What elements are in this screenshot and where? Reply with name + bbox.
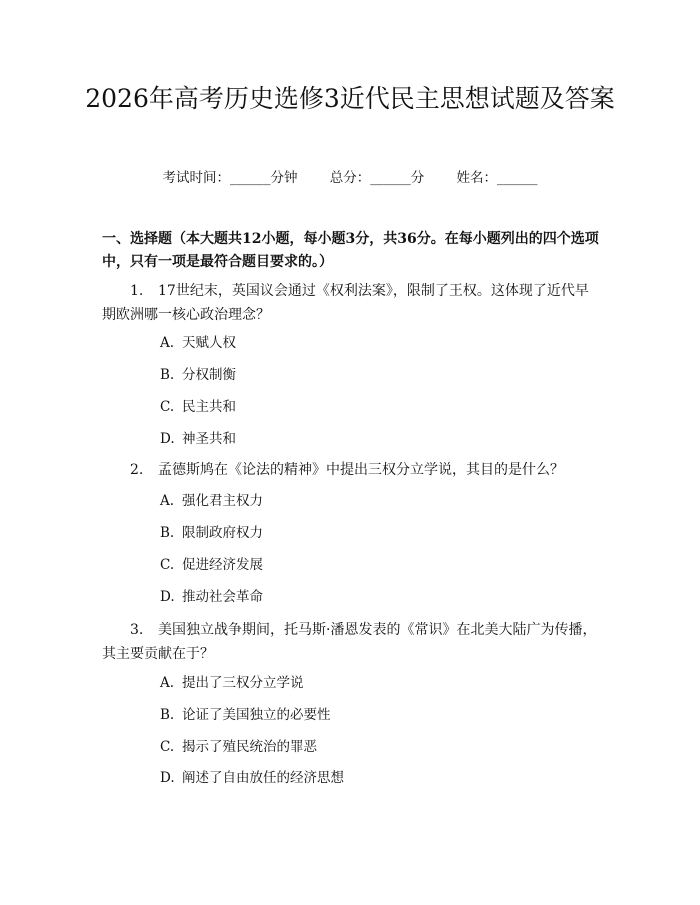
question-2-option-b (160, 523, 263, 543)
option-text: 分权制衡 (182, 367, 236, 383)
option-text: 神圣共和 (182, 431, 236, 447)
question-2-option-c (160, 555, 263, 575)
option-text: 限制政府权力 (182, 525, 263, 541)
total-score-unit: 分 (410, 170, 425, 186)
student-name-label: 姓名： (456, 170, 498, 186)
question-2-option-d (160, 587, 263, 607)
question-number: 2. (130, 462, 144, 478)
option-text: 民主共和 (182, 399, 236, 415)
option-text: 天赋人权 (182, 335, 236, 351)
question-2 (102, 458, 602, 482)
student-name (457, 168, 538, 188)
question-text: 美国独立战争期间，托马斯·潘恩发表的《常识》在北美大陆广为传播，其主要贡献在于？ (102, 622, 597, 662)
question-1 (102, 279, 602, 327)
question-number: 1. (130, 283, 144, 299)
question-3-option-a (160, 673, 304, 693)
option-text: 论证了美国独立的必要性 (182, 707, 331, 723)
option-letter: A. (160, 335, 175, 351)
total-score (330, 168, 425, 188)
student-name-blank: ______ (497, 170, 538, 186)
question-3-option-b (160, 705, 331, 725)
option-letter: C. (160, 557, 175, 573)
option-letter: A. (160, 493, 175, 509)
option-letter: B. (160, 367, 175, 383)
question-2-option-a (160, 491, 263, 511)
option-letter: C. (160, 399, 175, 415)
question-1-option-d (160, 429, 236, 449)
option-text: 阐述了自由放任的经济思想 (182, 770, 344, 786)
option-letter: A. (160, 675, 175, 691)
question-text: 孟德斯鸠在《论法的精神》中提出三权分立学说，其目的是什么？ (158, 462, 564, 478)
option-text: 提出了三权分立学说 (182, 675, 304, 691)
exam-time-blank: ______ (229, 170, 271, 186)
section-heading: 一、选择题（本大题共12小题，每小题3分，共36分。在每小题列出的四个选项中，只有一项是最符合题目要求的。） (102, 231, 599, 270)
question-text: 17世纪末，英国议会通过《权利法案》，限制了王权。这体现了近代早期欧洲哪一核心政治理念？ (102, 283, 589, 323)
option-letter: B. (160, 525, 175, 541)
option-letter: D. (160, 431, 175, 447)
question-1-option-c (160, 397, 236, 417)
question-number: 3. (130, 622, 144, 638)
option-letter: C. (160, 739, 175, 755)
option-letter: D. (160, 770, 175, 786)
option-letter: B. (160, 707, 175, 723)
page-title: 2026年高考历史选修3近代民主思想试题及答案 (85, 84, 615, 113)
option-letter: D. (160, 589, 175, 605)
question-3-option-c (160, 737, 317, 757)
question-3-option-d (160, 768, 344, 788)
option-text: 强化君主权力 (182, 493, 263, 509)
option-text: 推动社会革命 (182, 589, 263, 605)
option-text: 促进经济发展 (182, 557, 263, 573)
question-1-option-a (160, 333, 236, 353)
exam-meta-line (0, 168, 700, 188)
exam-time-unit: 分钟 (270, 170, 298, 186)
question-1-option-b (160, 365, 236, 385)
total-score-label: 总分： (329, 170, 371, 186)
exam-time (162, 168, 297, 188)
option-text: 揭示了殖民统治的罪恶 (182, 739, 317, 755)
question-3 (102, 618, 602, 666)
exam-time-label: 考试时间： (162, 170, 230, 186)
total-score-blank: ______ (370, 170, 411, 186)
